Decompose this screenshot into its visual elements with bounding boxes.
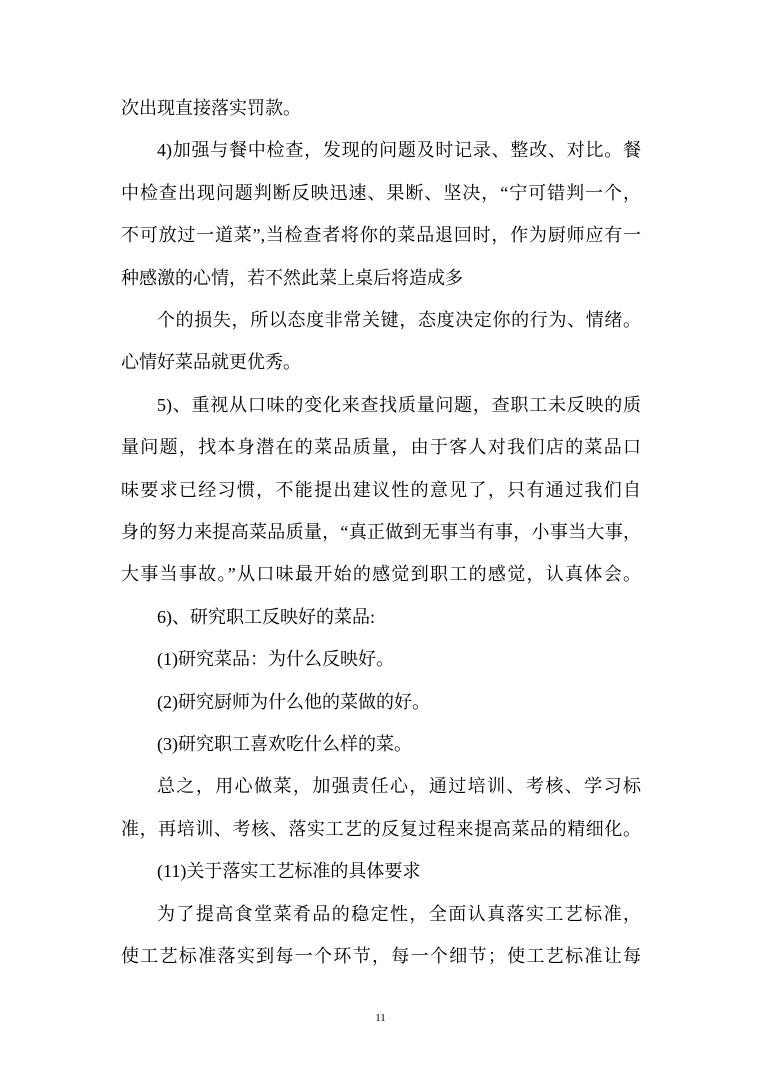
text-line: 味要求已经习惯，不能提出建议性的意见了，只有通过我们自 [121, 479, 641, 500]
text-line: 大事当事故。”从口味最开始的感觉到职工的感觉，认真体会。 [121, 564, 641, 585]
text-line: 身的努力来提高菜品质量，“真正做到无事当有事，小事当大事， [121, 522, 641, 542]
text-line: 使工艺标准落实到每一个环节，每一个细节；使工艺标准让每 [121, 946, 641, 966]
text-line: 种感激的心情，若不然此菜上桌后将造成多 [121, 267, 463, 288]
text-line: (3)研究职工喜欢吃什么样的菜。 [157, 734, 412, 754]
text-line: (11)关于落实工艺标准的具体要求 [157, 861, 421, 882]
text-line: 为了提高食堂菜肴品的稳定性，全面认真落实工艺标准， [157, 903, 641, 924]
text-line: 4)加强与餐中检查，发现的问题及时记录、整改、对比。餐 [157, 140, 641, 161]
text-line: (2)研究厨师为什么他的菜做的好。 [157, 691, 430, 712]
text-line: 中检查出现问题判断反映迅速、果断、坚决，“宁可错判一个， [121, 182, 641, 203]
text-line: 次出现直接落实罚款。 [121, 98, 301, 118]
page-number: 11 [375, 1012, 386, 1024]
text-line: 5)、重视从口味的变化来查找质量问题，查职工未反映的质 [157, 394, 641, 415]
text-line: 量问题，找本身潜在的菜品质量，由于客人对我们店的菜品口 [121, 437, 641, 458]
text-line: 准，再培训、考核、落实工艺的反复过程来提高菜品的精细化。 [121, 818, 641, 839]
text-line: 6)、研究职工反映好的菜品: [157, 606, 375, 627]
text-line: 不可放过一道菜”,当检查者将你的菜品退回时，作为厨师应有一 [121, 225, 641, 246]
text-line: (1)研究菜品：为什么反映好。 [157, 649, 394, 670]
text-line: 心情好菜品就更优秀。 [121, 352, 301, 373]
text-line: 总之，用心做菜，加强责任心，通过培训、考核、学习标 [157, 776, 641, 797]
text-line: 个的损失，所以态度非常关键，态度决定你的行为、情绪。 [157, 310, 641, 330]
